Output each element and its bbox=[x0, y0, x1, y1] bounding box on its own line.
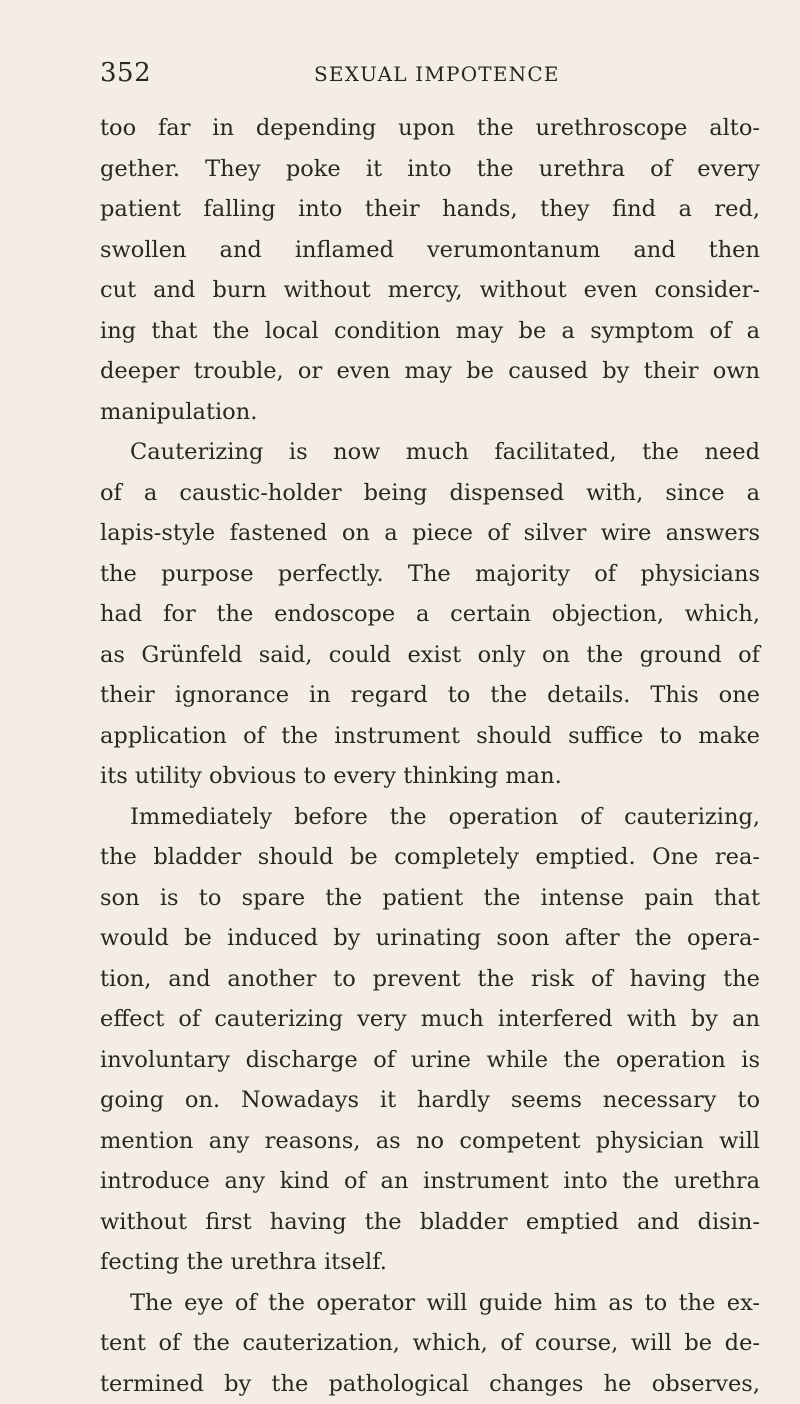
text-line: introduce any kind of an instrument into the urethra bbox=[100, 1161, 760, 1202]
text-line: application of the instrument should suffice to make bbox=[100, 716, 760, 757]
text-line: going on. Nowadays it hardly seems necessary to bbox=[100, 1080, 760, 1121]
body-text bbox=[100, 108, 760, 1404]
text-line: of a caustic-holder being dispensed with, since a bbox=[100, 473, 760, 514]
text-line: as Grünfeld said, could exist only on the ground of bbox=[100, 635, 760, 676]
running-title: SEXUAL IMPOTENCE bbox=[314, 62, 560, 86]
text-line: deeper trouble, or even may be caused by their own bbox=[100, 351, 760, 392]
text-line: swollen and inflamed verumontanum and then bbox=[100, 230, 760, 271]
text-line: the purpose perfectly. The majority of physicians bbox=[100, 554, 760, 595]
text-line: would be induced by urinating soon after the opera- bbox=[100, 918, 760, 959]
text-line: tent of the cauterization, which, of course, will be de- bbox=[100, 1323, 760, 1364]
text-line: mention any reasons, as no competent physician will bbox=[100, 1121, 760, 1162]
text-line: too far in depending upon the urethroscope alto- bbox=[100, 108, 760, 149]
text-line: gether. They poke it into the urethra of every bbox=[100, 149, 760, 190]
text-line: without first having the bladder emptied and disin- bbox=[100, 1202, 760, 1243]
text-line: had for the endoscope a certain objection, which, bbox=[100, 594, 760, 635]
text-line: cut and burn without mercy, without even consider- bbox=[100, 270, 760, 311]
text-line: involuntary discharge of urine while the operation is bbox=[100, 1040, 760, 1081]
text-line: manipulation. bbox=[100, 392, 760, 433]
text-line: tion, and another to prevent the risk of having the bbox=[100, 959, 760, 1000]
text-line: Cauterizing is now much facilitated, the need bbox=[100, 432, 760, 473]
text-line: their ignorance in regard to the details. This one bbox=[100, 675, 760, 716]
text-line: its utility obvious to every thinking man. bbox=[100, 756, 760, 797]
text-line: patient falling into their hands, they find a red, bbox=[100, 189, 760, 230]
text-line: termined by the pathological changes he observes, bbox=[100, 1364, 760, 1404]
running-head bbox=[100, 58, 760, 92]
text-line: The eye of the operator will guide him as to the ex- bbox=[100, 1283, 760, 1324]
text-line: the bladder should be completely emptied. One rea- bbox=[100, 837, 760, 878]
text-line: fecting the urethra itself. bbox=[100, 1242, 760, 1283]
text-line: lapis-style fastened on a piece of silver wire answers bbox=[100, 513, 760, 554]
text-line: ing that the local condition may be a symptom of a bbox=[100, 311, 760, 352]
text-line: effect of cauterizing very much interfered with by an bbox=[100, 999, 760, 1040]
page-number: 352 bbox=[100, 58, 151, 88]
text-line: son is to spare the patient the intense pain that bbox=[100, 878, 760, 919]
text-line: Immediately before the operation of cauterizing, bbox=[100, 797, 760, 838]
